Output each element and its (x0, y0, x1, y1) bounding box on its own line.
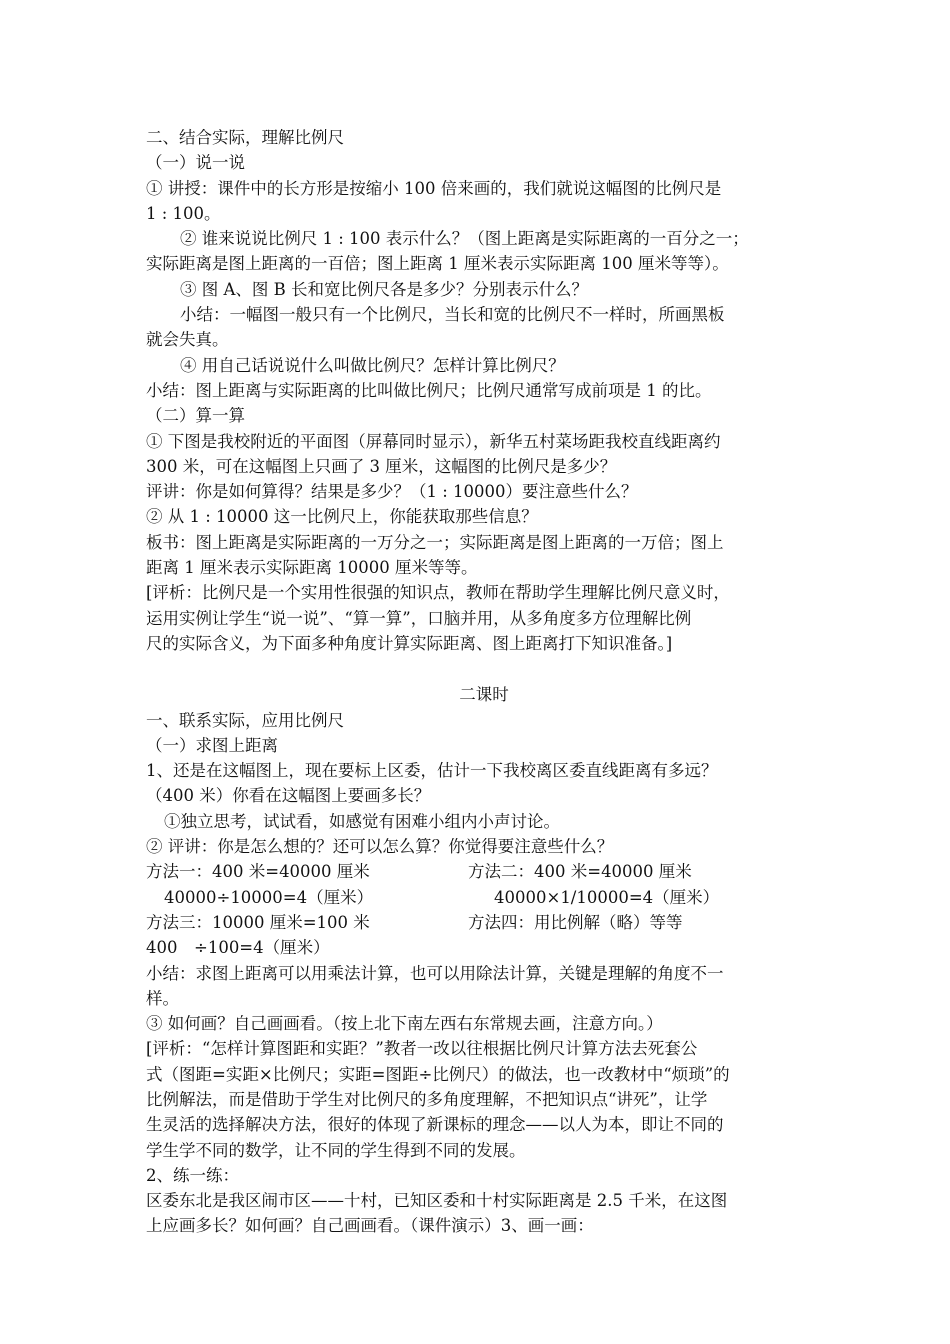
method-one: 方法一：400 米=40000 厘米 (146, 862, 370, 882)
paragraph-line: 300 米，可在这幅图上只画了 3 厘米，这幅图的比例尺是多少？ (146, 456, 617, 476)
spacer (146, 656, 822, 682)
method-four: 方法四：用比例解（略）等等 (468, 912, 683, 932)
method-two-calc: 40000×1/10000=4（厘米） (494, 887, 720, 907)
subsection-heading: （一）求图上距离 (146, 735, 278, 755)
commentary-line: 运用实例让学生“说一说”、“算一算”，口脑并用，从多角度多方位理解比例 (146, 608, 692, 628)
subsection-heading: （一）说一说 (146, 153, 245, 173)
method-two: 方法二：400 米=40000 厘米 (468, 862, 692, 882)
commentary-line: 比例解法，而是借助于学生对比例尺的多角度理解，不把知识点“讲死”，让学 (146, 1089, 708, 1109)
paragraph-line: ② 评讲：你是怎么想的？还可以怎么算？你觉得要注意些什么？ (146, 837, 614, 857)
methods-row (146, 859, 822, 884)
paragraph-line: ② 从 1 : 10000 这一比例尺上，你能获取那些信息？ (146, 507, 538, 527)
paragraph-line: ① 下图是我校附近的平面图（屏幕同时显示），新华五村菜场距我校直线距离约 (146, 431, 721, 451)
subsection-heading: （二）算一算 (146, 406, 245, 426)
paragraph-line: ④ 用自己话说说什么叫做比例尺？怎样计算比例尺？ (180, 355, 565, 375)
commentary-line: 生灵活的选择解决方法，很好的体现了新课标的理念——以人为本，即让不同的 (146, 1115, 724, 1135)
lesson-title: 二课时 (459, 685, 509, 705)
paragraph-line: 实际距离是图上距离的一百倍；图上距离 1 厘米表示实际距离 100 厘米等等）。 (146, 254, 729, 274)
paragraph-line: ③ 如何画？自己画画看。（按上北下南左西右东常规去画，注意方向。） (146, 1014, 663, 1034)
commentary-line: 学生学不同的数学，让不同的学生得到不同的发展。 (146, 1140, 526, 1160)
methods-row (146, 910, 822, 935)
paragraph-line: 区委东北是我区闹市区——十村，已知区委和十村实际距离是 2.5 千米，在这图 (146, 1191, 728, 1211)
summary-line: 小结：一幅图一般只有一个比例尺，当长和宽的比例尺不一样时，所画黑板 (180, 305, 725, 325)
summary-line: 就会失真。 (146, 330, 229, 350)
summary-line: 样。 (146, 988, 179, 1008)
commentary-line: [评析：“怎样计算图距和实距？”教者一改以往根据比例尺计算方法去死套公 (146, 1039, 698, 1059)
summary-line: 小结：图上距离与实际距离的比叫做比例尺；比例尺通常写成前项是 1 的比。 (146, 380, 712, 400)
paragraph-line: 1 : 100。 (146, 203, 221, 223)
paragraph-line: ③ 图 A、图 B 长和宽比例尺各是多少？分别表示什么？ (180, 279, 589, 299)
paragraph-line: ①独立思考，试试看，如感觉有困难小组内小声讨论。 (164, 811, 560, 831)
paragraph-line: ② 谁来说说比例尺 1 : 100 表示什么？（图上距离是实际距离的一百分之一； (180, 229, 749, 249)
commentary-line: [评析：比例尺是一个实用性很强的知识点，教师在帮助学生理解比例尺意义时， (146, 583, 730, 603)
paragraph-line: 上应画多长？如何画？自己画画看。（课件演示）3、画一画： (146, 1216, 594, 1236)
board-note-line: 板书：图上距离是实际距离的一万分之一；实际距离是图上距离的一万倍；图上 (146, 532, 724, 552)
paragraph-line: （400 米）你看在这幅图上要画多长？ (146, 786, 431, 806)
document-body (146, 125, 822, 1239)
method-three-calc: 400 ÷100=4（厘米） (146, 938, 330, 958)
method-one-calc: 40000÷10000=4（厘米） (164, 887, 374, 907)
commentary-line: 式（图距=实距×比例尺；实距=图距÷比例尺）的做法，也一改教材中“烦琐”的 (146, 1064, 730, 1084)
section-heading: 一、联系实际，应用比例尺 (146, 710, 344, 730)
exercise-heading: 2、练一练： (146, 1165, 239, 1185)
summary-line: 小结：求图上距离可以用乘法计算，也可以用除法计算，关键是理解的角度不一 (146, 963, 724, 983)
board-note-line: 距离 1 厘米表示实际距离 10000 厘米等等。 (146, 558, 478, 578)
paragraph-line: ① 讲授：课件中的长方形是按缩小 100 倍来画的，我们就说这幅图的比例尺是 (146, 178, 722, 198)
paragraph-line: 1、还是在这幅图上，现在要标上区委，估计一下我校离区委直线距离有多远？ (146, 761, 718, 781)
paragraph-line: 评讲：你是如何算得？结果是多少？（1 : 10000）要注意些什么？ (146, 482, 638, 502)
section-heading: 二、结合实际，理解比例尺 (146, 128, 344, 147)
methods-row (146, 885, 822, 910)
commentary-line: 尺的实际含义，为下面多种角度计算实际距离、图上距离打下知识准备。] (146, 633, 673, 653)
method-three: 方法三：10000 厘米=100 米 (146, 912, 370, 932)
